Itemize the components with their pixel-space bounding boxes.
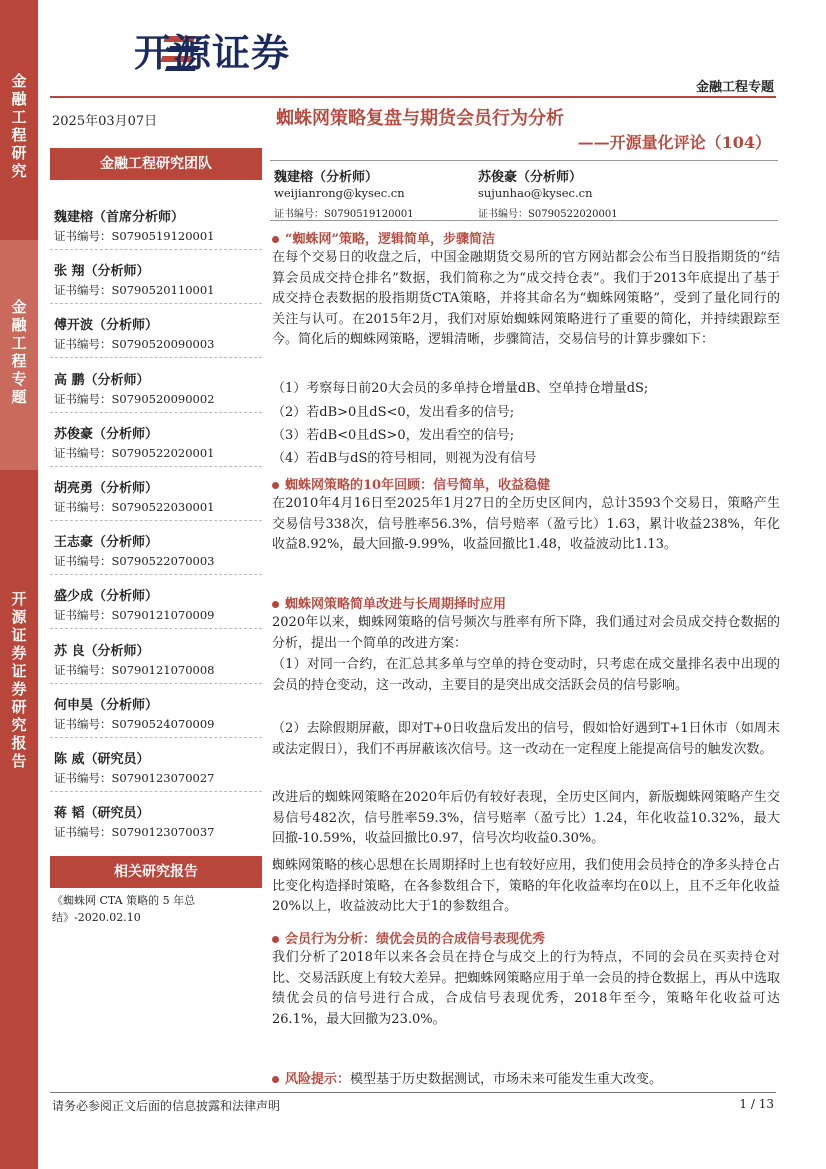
- section-paragraph: 2020年以来，蜘蛛网策略的信号频次与胜率有所下降，我们通过对会员成交持仓数据的分析，提出一个简单的改进方案：: [272, 615, 780, 651]
- team-member-cert: 证书编号：S0790520090002: [54, 391, 215, 406]
- team-member-cert: 证书编号：S0790522070003: [54, 554, 215, 569]
- bullet-icon: [272, 482, 279, 489]
- title-divider: [270, 160, 778, 161]
- section-list-item: （1）考察每日前20大会员的多单持仓增量dB、空单持仓增量dS;: [272, 381, 649, 396]
- side-label-brand: 开源证券 证券研究报告: [11, 590, 27, 770]
- team-member-cert: 证书编号：S0790520110001: [54, 283, 215, 298]
- section-paragraph: 在2010年4月16日至2025年1月27日的全历史区间内，总计3593个交易日，策略产生交易信号338次，信号胜率56.3%，信号赔率（盈亏比）1.63，累计收益238%，年化收益8.92%，最大回撤-9.99%，收益回撤比1.48，收益波动比1.13。: [272, 496, 780, 552]
- author-name: 魏建榕（分析师）: [274, 170, 379, 185]
- author-cert: 证书编号：S0790522020001: [478, 209, 618, 220]
- author-email[interactable]: sujunhao@kysec.cn: [478, 186, 593, 200]
- team-member-name: 盛少成（分析师）: [54, 589, 159, 605]
- team-member-name: 高 鹏（分析师）: [54, 372, 150, 388]
- team-member-name: 傅开波（分析师）: [54, 318, 159, 334]
- team-member-name: 陈 威（研究员）: [54, 752, 150, 767]
- team-member-cert: 证书编号：S0790519120001: [54, 229, 215, 243]
- team-member-cert: 证书编号：S0790520090003: [54, 337, 215, 352]
- author-cert: 证书编号：S0790519120001: [274, 209, 414, 220]
- team-member-divider: [50, 412, 262, 413]
- team-member-divider: [50, 737, 262, 738]
- team-member-cert: 证书编号：S0790123070027: [54, 771, 215, 785]
- side-strip: [0, 0, 38, 1169]
- team-member-divider: [50, 303, 262, 304]
- bullet-icon: [272, 1076, 279, 1083]
- page-subtitle: ——开源量化评论（104）: [577, 133, 771, 152]
- section-paragraph: 蜘蛛网策略的核心思想在长周期择时上也有较好应用，我们使用会员持仓的净多头持仓占比变化构造择时策略，在各参数组合下，策略的年化收益率均在0以上，且不乏年化收益20%以上，收益波动比大于1的参数组合。: [272, 858, 780, 914]
- team-member-name: 苏 良（分析师）: [54, 643, 150, 659]
- footer-disclaimer: 请务必参阅正文后面的信息披露和法律声明: [52, 1099, 281, 1113]
- team-member-cert: 证书编号：S0790522020001: [54, 445, 215, 460]
- team-member-divider: [50, 791, 262, 792]
- section-heading: “蜘蛛网”策略，逻辑简单，步骤简洁: [272, 228, 495, 247]
- team-member-name: 何申昊（分析师）: [54, 697, 159, 713]
- team-member-divider: [50, 683, 262, 684]
- section-paragraph: （1）对同一合约，在汇总其多单与空单的持仓变动时，只考虑在成交量排名表中出现的会员的持仓变动，这一改动，主要目的是突出成交活跃会员的信号影响。: [272, 657, 780, 693]
- risk-warning: 风险提示：模型基于历史数据测试，市场未来可能发生重大改变。: [272, 1068, 662, 1087]
- page-number: 1 / 13: [739, 1097, 774, 1111]
- section-heading: 蜘蛛网策略简单改进与长周期择时应用: [272, 593, 506, 612]
- team-member-cert: 证书编号：S0790123070037: [54, 825, 215, 840]
- team-section-bar: 金融工程研究团队: [50, 148, 262, 180]
- category-tag: 金融工程专题: [695, 80, 774, 95]
- author-divider: [270, 220, 778, 221]
- logo-text: 开源证券: [134, 31, 291, 75]
- section-list-item: （2）若dB>0且dS<0，发出看多的信号;: [272, 405, 515, 420]
- team-member-name: 张 翔（分析师）: [54, 264, 150, 280]
- footer-divider: [50, 1092, 776, 1093]
- team-member-cert: 证书编号：S0790522030001: [54, 500, 215, 514]
- related-report-link[interactable]: 《蜘蛛网 CTA 策略的 5 年总结》-2020.02.10: [52, 894, 196, 924]
- team-member-name: 苏俊豪（分析师）: [54, 426, 159, 442]
- team-member-name: 胡亮勇（分析师）: [54, 481, 159, 496]
- team-member-cert: 证书编号：S0790524070009: [54, 716, 215, 731]
- team-member-cert: 证书编号：S0790121070008: [54, 662, 215, 677]
- related-section-bar: 相关研究报告: [50, 856, 262, 888]
- section-heading: 会员行为分析：绩优会员的合成信号表现优秀: [272, 928, 545, 947]
- section-heading: 蜘蛛网策略的10年回顾：信号简单，收益稳健: [272, 474, 550, 493]
- section-paragraph: 改进后的蜘蛛网策略在2020年后仍有较好表现，全历史区间内，新版蜘蛛网策略产生交易信号482次，信号胜率59.3%，信号赔率（盈亏比）1.24，年化收益10.32%，最大回撤-10.59%，收益回撤比0.97，信号次均收益0.30%。: [272, 790, 780, 846]
- team-member-divider: [50, 574, 262, 575]
- team-member-divider: [50, 628, 262, 629]
- author-email[interactable]: weijianrong@kysec.cn: [274, 186, 405, 200]
- page-title: 蜘蛛网策略复盘与期货会员行为分析: [276, 108, 564, 129]
- team-member-divider: [50, 466, 262, 467]
- section-paragraph: 我们分析了2018年以来各会员在持仓与成交上的行为特点，不同的会员在买卖持仓对比、交易活跃度上有较大差异。把蜘蛛网策略应用于单一会员的持仓数据上，再从中选取绩优会员的信号进行合成，合成信号表现优秀，2018年至今，策略年化收益可达26.1%，最大回撤为23.0%。: [272, 950, 780, 1027]
- bullet-icon: [272, 601, 279, 608]
- section-list-item: （3）若dB<0且dS>0，发出看空的信号;: [272, 428, 515, 443]
- author-name: 苏俊豪（分析师）: [478, 170, 583, 185]
- team-member-divider: [50, 249, 262, 250]
- header-divider: [50, 96, 776, 98]
- section-paragraph: 在每个交易日的收盘之后，中国金融期货交易所的官方网站都会公布当日股指期货的“结算会员成交持仓排名”数据，我们简称之为“成交持仓表”。我们于2013年底提出了基于成交持仓表数据的股指期货CTA策略，并将其命名为“蜘蛛网策略”，受到了量化同行的关注与认可。在2015年2月，我们对原始蜘蛛网策略进行了重要的简化，并持续跟踪至今。简化后的蜘蛛网策略，逻辑清晰，步骤简洁，交易信号的计算步骤如下：: [272, 250, 780, 347]
- team-member-cert: 证书编号：S0790121070009: [54, 608, 215, 623]
- bullet-icon: [272, 236, 279, 243]
- team-member-divider: [50, 357, 262, 358]
- team-member-name: 魏建榕（首席分析师）: [54, 210, 185, 225]
- bullet-icon: [272, 936, 279, 943]
- team-member-name: 王志豪（分析师）: [54, 535, 159, 551]
- team-member-name: 蒋 韬（研究员）: [54, 806, 150, 822]
- team-member-divider: [50, 520, 262, 521]
- section-list-item: （4）若dB与dS的符号相同，则视为没有信号: [272, 451, 537, 466]
- side-label-research: 金融工程研究: [11, 72, 27, 180]
- report-date: 2025年03月07日: [52, 114, 158, 129]
- section-paragraph: （2）去除假期屏蔽，即对T+0日收盘后发出的信号，假如恰好遇到T+1日休市（如周末或法定假日），我们不再屏蔽该次信号。这一改动在一定程度上能提高信号的触发次数。: [272, 721, 780, 757]
- side-label-topic: 金融工程专题: [11, 298, 27, 406]
